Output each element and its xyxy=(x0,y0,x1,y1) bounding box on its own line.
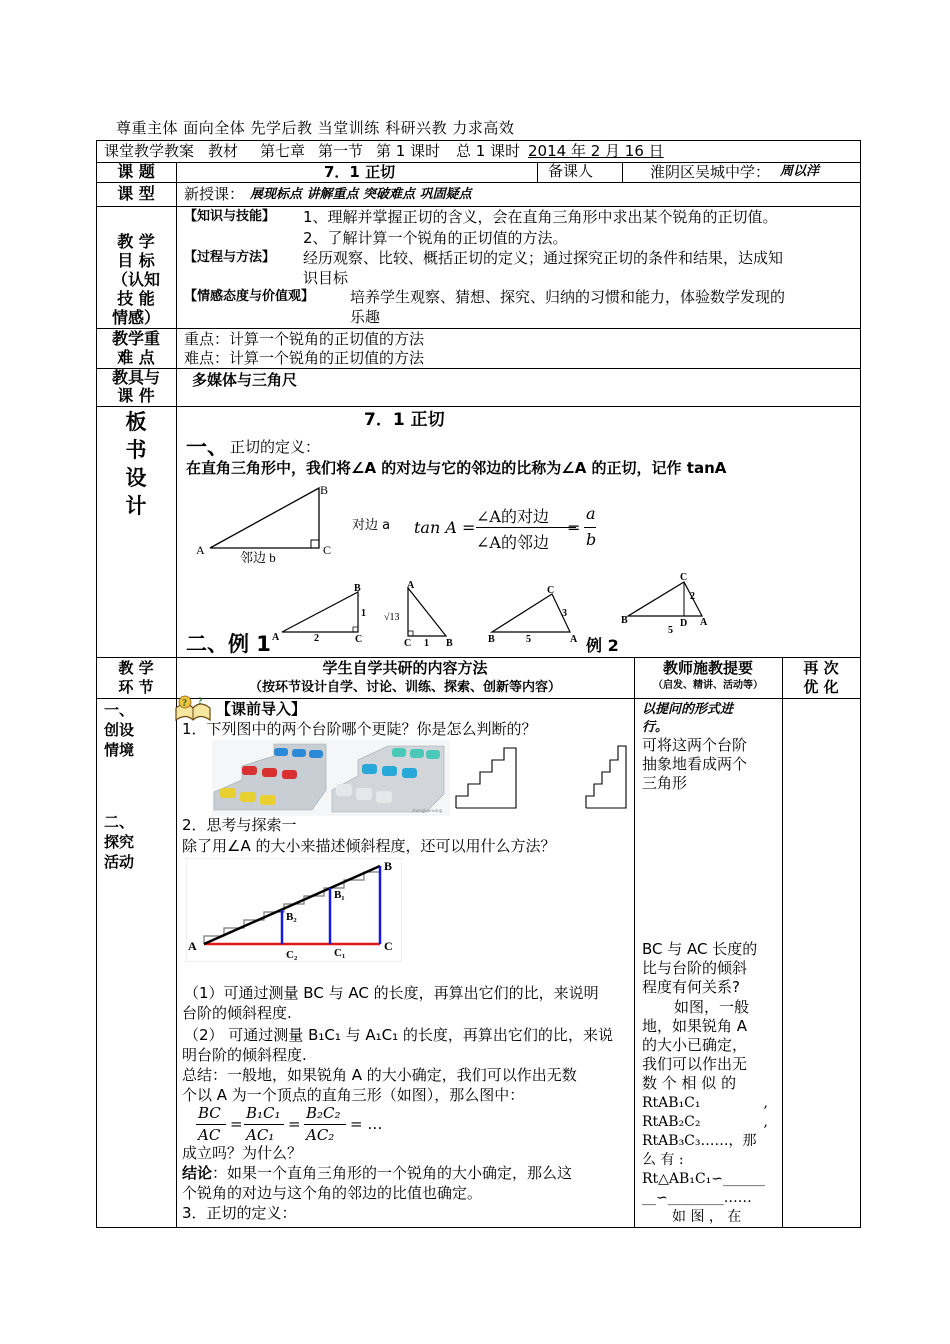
stairs-outline-1 xyxy=(454,740,526,810)
board-label: 板 书 设 计 xyxy=(125,410,147,518)
header-chapter: 第七章 xyxy=(260,142,306,160)
tri-label-c: C xyxy=(323,543,332,557)
grid-line xyxy=(634,657,635,1228)
process-1: 经历观察、比较、概括正切的定义；通过探究正切的条件和结果，达成知 xyxy=(303,249,784,267)
svg-text:3: 3 xyxy=(562,608,567,619)
board-sec1-title: 正切的定义： xyxy=(230,438,321,456)
svg-text:A: A xyxy=(700,617,708,628)
svg-text:C₁: C₁ xyxy=(334,947,346,959)
svg-text:C: C xyxy=(547,585,555,596)
question-2: 2．思考与探索一 xyxy=(182,816,297,834)
process-tag: 【过程与方法】 xyxy=(184,250,276,265)
svg-text:5: 5 xyxy=(668,625,673,634)
process-2: 识目标 xyxy=(303,269,349,287)
teacher-header: 教师施教提要 （启发、精讲、活动等） xyxy=(653,659,763,691)
tan-formula: tan A = ∠A的对边 ∠A的邻边 = a b xyxy=(414,504,597,552)
svg-text:5: 5 xyxy=(526,634,531,645)
topic-value: 7．1 正切 xyxy=(324,163,396,181)
svg-text:√13: √13 xyxy=(384,612,400,623)
board-sec1-num: 一、 xyxy=(186,435,228,459)
grid-line xyxy=(537,162,538,183)
intro-tag: 【课前导入】 xyxy=(216,700,307,718)
svg-text:1: 1 xyxy=(424,638,429,649)
svg-text:B₂: B₂ xyxy=(286,911,297,923)
example3-triangle xyxy=(482,584,582,646)
opposite-label: 对边 a xyxy=(352,518,391,533)
example2-triangle xyxy=(380,580,460,650)
lesson-type-value: 新授课： xyxy=(184,185,245,203)
lesson-type-label: 课 型 xyxy=(117,184,155,203)
svg-text:A: A xyxy=(407,580,415,591)
header-total-lessons: 总 1 课时 xyxy=(456,142,521,160)
svg-text:C: C xyxy=(384,939,393,953)
grid-line xyxy=(860,140,861,1228)
header-date: 2014 年 2 月 16 日 xyxy=(528,142,664,160)
header-section: 第一节 xyxy=(318,142,364,160)
teacher-note-5: RtAB₁C₁ , RtAB₂C₂ , RtAB₃C₃……，那 么 有 : Rt△AB₁C₁∽______ __∽________…… 如 图 ， 在 xyxy=(642,1095,768,1225)
question-2-text: 除了用∠A 的大小来描述倾斜程度，还可以用什么方法？ xyxy=(182,837,556,855)
adjacent-label: 邻边 b xyxy=(240,550,276,564)
grid-line xyxy=(96,1227,861,1228)
board-sec2-label: 二、例 1 xyxy=(186,632,271,656)
svg-text:B: B xyxy=(354,583,361,594)
svg-text:B: B xyxy=(488,634,495,645)
topic-label: 课 题 xyxy=(117,162,155,181)
knowledge-2: 2、了解计算一个锐角的正切值的方法。 xyxy=(303,229,568,247)
svg-text:D: D xyxy=(680,618,688,629)
stage-header: 教 学 环 节 xyxy=(118,659,154,696)
svg-text:C₂: C₂ xyxy=(286,949,298,961)
tools-label: 教具与 课 件 xyxy=(111,368,160,405)
teacher-note-4: 如图，一般 地，如果锐角 A 的大小已确定， 我们可以作出无 数 个 相 似 的 xyxy=(642,998,750,1092)
grid-line xyxy=(622,162,623,183)
similar-triangles-staircase xyxy=(186,858,402,962)
example1-triangle xyxy=(270,582,380,646)
stairs-outline-2 xyxy=(584,740,632,810)
svg-text:B₁: B₁ xyxy=(334,889,345,901)
key-point: 重点：计算一个锐角的正切值的方法 xyxy=(184,330,425,348)
tri-label-b: B xyxy=(320,483,329,497)
conclusion-1: 结论：如果一个直角三角形的一个锐角的大小确定，那么这 xyxy=(182,1164,573,1182)
objectives-label: 教 学 目 标 （认知 技 能 情感） xyxy=(111,232,160,327)
svg-text:B: B xyxy=(446,638,453,649)
svg-text:A: A xyxy=(570,634,578,645)
method-2b: 明台阶的倾斜程度. xyxy=(182,1046,307,1064)
knowledge-tag: 【知识与技能】 xyxy=(184,209,276,224)
svg-text:?: ? xyxy=(182,698,187,709)
content-header: 学生自学共研的内容方法 （按环节设计自学、讨论、训练、探索、创新等内容） xyxy=(248,659,561,695)
lesson-type-detail: 展现标点 讲解重点 突破难点 巩固疑点 xyxy=(250,187,472,202)
hold-question: 成立吗？为什么？ xyxy=(182,1144,303,1162)
right-triangle-figure xyxy=(192,482,342,564)
svg-text:A: A xyxy=(188,939,197,953)
grid-line xyxy=(782,657,783,1228)
svg-text:?: ? xyxy=(198,696,203,706)
grid-line xyxy=(96,182,861,183)
method-2a: （2） 可通过测量 B₁C₁ 与 A₁C₁ 的长度，再算出它们的比，来说 xyxy=(184,1026,613,1044)
svg-text:B: B xyxy=(384,859,393,873)
tri-label-a: A xyxy=(196,543,205,557)
optimize-header: 再 次 优 化 xyxy=(803,659,839,696)
svg-text:2: 2 xyxy=(314,633,319,644)
svg-text:C: C xyxy=(404,638,412,649)
question-3: 3．正切的定义： xyxy=(182,1204,297,1222)
svg-text:C: C xyxy=(680,572,688,583)
watermark: zhongkaowang xyxy=(412,809,443,814)
teacher-note-1b: 行。 xyxy=(642,720,669,735)
method-1b: 台阶的倾斜程度. xyxy=(182,1004,292,1022)
board-title: 7．1 正切 xyxy=(364,410,445,430)
school-name: 淮阴区吴城中学： xyxy=(650,163,771,181)
method-1a: （1）可通过测量 BC 与 AC 的长度，再算出它们的比，来说明 xyxy=(184,984,599,1002)
svg-text:A: A xyxy=(272,632,280,643)
summary-1: 总结：一般地，如果锐角 A 的大小确定，我们可以作出无数 xyxy=(182,1066,577,1084)
knowledge-1: 1、理解并掌握正切的含义，会在直角三角形中求出某个锐角的正切值。 xyxy=(303,208,778,226)
question-1: 1．下列图中的两个台阶哪个更陡？你是怎么判断的？ xyxy=(182,720,537,738)
summary-2: 个以 A 为一个顶点的直角三形（如图），那么图中： xyxy=(182,1086,525,1104)
header-material: 教材 xyxy=(208,142,239,160)
teacher-note-3: BC 与 AC 长度的 比与台阶的倾斜 程度有何关系? xyxy=(642,940,758,996)
conclusion-2: 个锐角的对边与这个角的邻边的比值也确定。 xyxy=(182,1184,483,1202)
difficult-point: 难点：计算一个锐角的正切值的方法 xyxy=(184,349,425,367)
svg-text:B: B xyxy=(621,615,628,626)
tools-value: 多媒体与三角尺 xyxy=(192,371,298,389)
header-doc-type: 课堂教学教案 xyxy=(104,142,195,160)
example2-label: 例 2 xyxy=(586,636,619,655)
example4-triangle xyxy=(618,572,718,634)
grid-line xyxy=(96,368,861,369)
emotion-1: 培养学生观察、猜想、探究、归纳的习惯和能力，体验数学发现的 xyxy=(350,288,786,306)
teacher-name: 周以洋 xyxy=(780,164,820,179)
board-definition: 在直角三角形中，我们将∠A 的对边与它的邻边的比称为∠A 的正切，记作 tanA xyxy=(186,459,727,477)
stage-1: 一、 创设 情境 xyxy=(104,701,135,759)
stadium-steps-photo xyxy=(212,740,450,816)
svg-text:C: C xyxy=(355,634,363,645)
grid-line xyxy=(96,406,861,407)
header-lesson-no: 第 1 课时 xyxy=(376,142,441,160)
svg-text:1: 1 xyxy=(361,608,366,619)
teacher-note-2: 可将这两个台阶 抽象地看成两个 三角形 xyxy=(642,736,748,792)
motto: 尊重主体 面向全体 先学后教 当堂训练 科研兴教 力求高效 xyxy=(116,119,515,137)
emotion-2: 乐趣 xyxy=(350,308,381,326)
preparer-label: 备课人 xyxy=(548,162,594,180)
emotion-tag: 【情感态度与价值观】 xyxy=(184,289,315,304)
ratio-equation: BC AC = B₁C₁ AC₁ = B₂C₂ AC₂ = … xyxy=(198,1104,383,1144)
stage-2: 二、 探究 活动 xyxy=(104,813,135,871)
key-points-label: 教学重 难 点 xyxy=(111,329,160,367)
svg-text:2: 2 xyxy=(690,591,695,602)
teacher-note-1: 以提问的形式进 xyxy=(642,702,734,717)
